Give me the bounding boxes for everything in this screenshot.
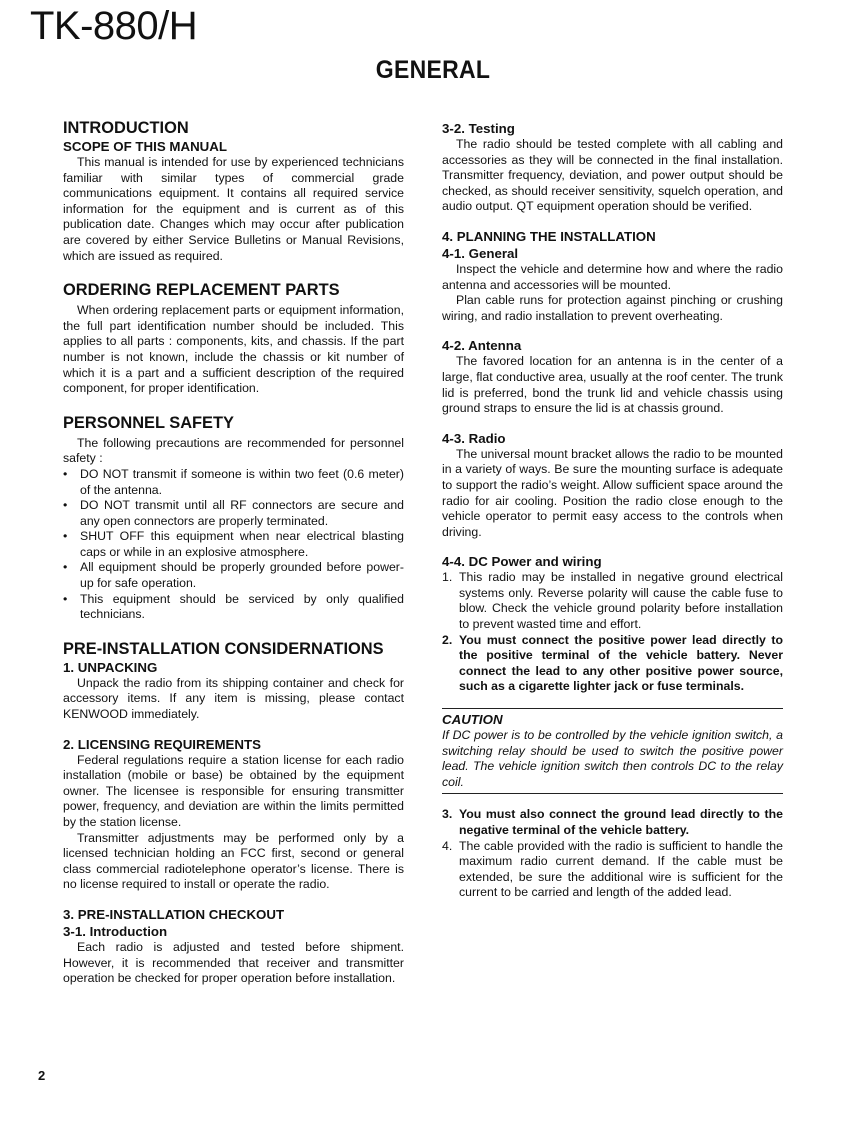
licensing-heading: 2. LICENSING REQUIREMENTS bbox=[63, 736, 261, 752]
bullet-icon: • bbox=[63, 466, 68, 481]
testing-heading: 3-2. Testing bbox=[442, 121, 515, 136]
item-number: 1. bbox=[442, 570, 453, 585]
list-item bbox=[63, 529, 404, 560]
list-item bbox=[442, 839, 783, 901]
page-title: GENERAL bbox=[375, 56, 491, 84]
checkout-intro-text: Each radio is adjusted and tested before shipment. However, it is recommended that receiver and transmitter operation be checked for proper operation before installation. bbox=[63, 939, 404, 986]
left-column bbox=[63, 118, 404, 987]
general-heading: 4-1. General bbox=[442, 245, 519, 261]
dc-power-heading: 4-4. DC Power and wiring bbox=[442, 554, 602, 570]
item-number: 2. bbox=[442, 632, 453, 647]
ordering-text: When ordering replacement parts or equipment information, the full part identification number should be included. This applies to all parts : components, kits, and chassis. If the part number is not known, include the chassis or kit number of which it is a part and a sufficient description of the required component, for proper identification. bbox=[63, 303, 404, 396]
checkout-intro-heading: 3-1. Introduction bbox=[63, 923, 168, 939]
unpacking-heading: 1. UNPACKING bbox=[63, 659, 158, 675]
ordering-heading: ORDERING REPLACEMENT PARTS bbox=[63, 281, 340, 300]
bullet-icon: • bbox=[63, 498, 68, 513]
checkout-heading: 3. PRE-INSTALLATION CHECKOUT bbox=[63, 906, 285, 922]
caution-heading: CAUTION bbox=[442, 708, 783, 728]
list-item-text: DO NOT transmit until all RF connectors are secure and any open connectors are properly terminated. bbox=[80, 498, 404, 528]
bullet-icon: • bbox=[63, 529, 68, 544]
testing-text: The radio should be tested complete with all cabling and accessories as they will be connected in the final installation. Transmitter frequency, deviation, and power output should be checked, as should receiver sensitivity, squelch operation, and audio output. QT equipment operation should be verified. bbox=[442, 137, 783, 214]
model-number: TK-880/H bbox=[30, 4, 198, 48]
item-number: 3. bbox=[442, 807, 453, 822]
radio-heading: 4-3. Radio bbox=[442, 430, 506, 446]
right-column bbox=[442, 120, 783, 901]
list-item-text: The cable provided with the radio is sufficient to handle the maximum radio current demand. If the cable must be extended, be sure the additional wire is sufficient for the current to be carried and length of the added lead. bbox=[459, 838, 783, 900]
introduction-heading: INTRODUCTION bbox=[63, 119, 189, 137]
list-item bbox=[63, 467, 404, 498]
licensing-text-1: Federal regulations require a station license for each radio installation (mobile or base) be obtained by the equipment owner. The licensee is responsible for ensuring transmitter power, frequency, and deviation are within the limits permitted by the station license. bbox=[63, 752, 404, 829]
page-number: 2 bbox=[38, 1068, 46, 1083]
bullet-icon: • bbox=[63, 560, 68, 575]
dc-power-list-continued bbox=[442, 807, 783, 901]
list-item bbox=[442, 570, 783, 632]
general-text-2: Plan cable runs for protection against pinching or crushing wiring, and radio installation to prevent overheating. bbox=[442, 293, 783, 323]
bullet-icon: • bbox=[63, 591, 68, 606]
list-item bbox=[63, 560, 404, 591]
licensing-text-2: Transmitter adjustments may be performed only by a licensed technician holding an FCC first, second or general class commercial radiotelephone operator’s license. There is no license required to install or operate the radio. bbox=[63, 830, 404, 892]
scope-text: This manual is intended for use by experienced technicians familiar with similar types of commercial grade communications equipment. It contains all required service information for the equipment and is current as of this publication date. Changes which may occur after publication are covered by either Service Bulletins or Manual Revisions, which are issued as required. bbox=[63, 155, 404, 263]
planning-heading: 4. PLANNING THE INSTALLATION bbox=[442, 228, 656, 244]
general-text-1: Inspect the vehicle and determine how and where the radio antenna and accessories will be mounted. bbox=[442, 261, 783, 292]
radio-text: The universal mount bracket allows the radio to be mounted in a variety of ways. Be sure the mounting surface is adequate to support the radio’s weight. Allow sufficient space around the radio for air cooling. Position the radio close enough to the vehicle operator to permit easy access to the controls when driving. bbox=[442, 446, 783, 539]
list-item-text: You must also connect the ground lead directly to the negative terminal of the vehicle battery. bbox=[459, 807, 783, 837]
safety-text: The following precautions are recommended for personnel safety : bbox=[63, 435, 404, 466]
antenna-heading: 4-2. Antenna bbox=[442, 338, 522, 354]
list-item-text: All equipment should be properly grounded before power-up for safe operation. bbox=[80, 560, 404, 591]
list-item-text: SHUT OFF this equipment when near electrical blasting caps or while in an explosive atmosphere. bbox=[80, 529, 404, 559]
item-number: 4. bbox=[442, 838, 453, 853]
safety-list bbox=[63, 467, 404, 623]
list-item-text: DO NOT transmit if someone is within two feet (0.6 meter) of the antenna. bbox=[80, 466, 404, 497]
list-item bbox=[63, 592, 404, 623]
dc-power-list bbox=[442, 570, 783, 695]
list-item bbox=[63, 498, 404, 529]
antenna-text: The favored location for an antenna is in the center of a large, flat conductive area, usually at the roof center. The trunk lid is preferred, bond the trunk lid and vehicle chassis using ground straps to ensure the lid is at chassis ground. bbox=[442, 354, 783, 416]
safety-heading: PERSONNEL SAFETY bbox=[63, 413, 234, 432]
unpacking-text: Unpack the radio from its shipping container and check for accessory items. If any item is missing, please contact KENWOOD immediately. bbox=[63, 675, 404, 722]
preinstall-heading: PRE-INSTALLATION CONSIDERNATIONS bbox=[63, 639, 384, 658]
caution-text: If DC power is to be controlled by the vehicle ignition switch, a switching relay should be used to switch the positive power lead. The vehicle ignition switch then controls DC to the relay coil. bbox=[442, 728, 783, 794]
list-item-text: This equipment should be serviced by only qualified technicians. bbox=[80, 591, 404, 622]
list-item-text: You must connect the positive power lead directly to the positive terminal of the vehicle battery. Never connect the lead to any other positive power source, such as a cigarette lighter jack or fuse terminals. bbox=[459, 632, 783, 694]
list-item bbox=[442, 807, 783, 838]
list-item bbox=[442, 633, 783, 695]
scope-heading: SCOPE OF THIS MANUAL bbox=[63, 139, 227, 154]
list-item-text: This radio may be installed in negative ground electrical systems only. Reverse polarity will cause the cable fuse to blow. Check the vehicle ground polarity before installation to prevent wasted time and effort. bbox=[459, 570, 783, 632]
